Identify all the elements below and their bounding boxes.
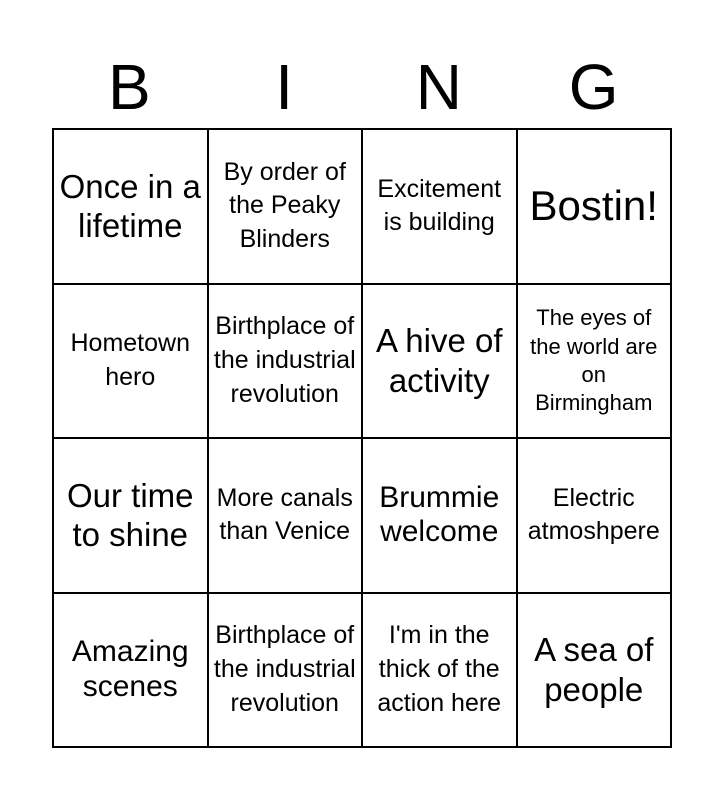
bingo-cell[interactable]: Birthplace of the industrial revolution [209,285,364,440]
header-letter-b: B [108,51,151,123]
bingo-cell[interactable]: Bostin! [518,130,673,285]
bingo-cell[interactable]: Amazing scenes [54,594,209,749]
bingo-cell[interactable]: I'm in the thick of the action here [363,594,518,749]
bingo-cell[interactable]: Once in a lifetime [54,130,209,285]
header-letter-g: G [568,51,619,123]
bingo-cell[interactable]: A hive of activity [363,285,518,440]
bingo-cell[interactable]: Hometown hero [54,285,209,440]
header-letter-n: N [415,51,462,123]
bingo-cell[interactable]: More canals than Venice [209,439,364,594]
bingo-header [52,50,671,124]
bingo-cell[interactable]: Excitement is building [363,130,518,285]
bingo-card-grid [52,128,672,748]
bingo-cell[interactable]: Electric atmoshpere [518,439,673,594]
bingo-cell[interactable]: Brummie welcome [363,439,518,594]
bingo-cell[interactable]: By order of the Peaky Blinders [209,130,364,285]
header-letter-i: I [275,51,294,123]
bingo-cell[interactable]: Birthplace of the industrial revolution [209,594,364,749]
bingo-cell[interactable]: A sea of people [518,594,673,749]
bingo-cell[interactable]: The eyes of the world are on Birmingham [518,285,673,440]
bingo-cell[interactable]: Our time to shine [54,439,209,594]
